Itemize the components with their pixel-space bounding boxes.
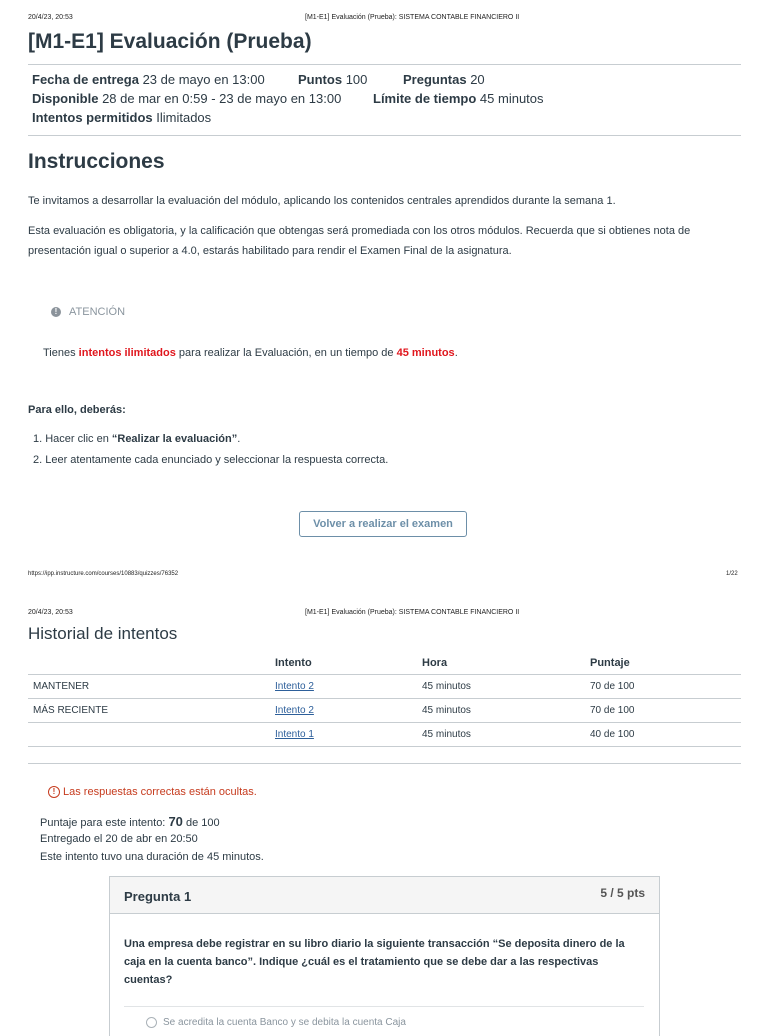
score-line [40,814,220,829]
answer-option-label: Se acredita la cuenta Banco y se debita la cuenta Caja [163,1017,406,1028]
table-row [28,675,741,699]
attempts-table [28,652,741,747]
historial-title: Historial de intentos [28,624,178,643]
atencion-label: ATENCIÓN [69,306,126,318]
meta-disponible [32,91,341,106]
para-ello: Para ello, deberás: [28,404,126,416]
meta-limite-label: Límite de tiempo [373,91,477,106]
info-icon: ! [51,307,61,317]
atencion-notice [51,306,125,318]
step-1-bold: “Realizar la evaluación” [111,433,238,445]
print-page-number: 1/22 [726,571,738,577]
tienes-mid: para realizar la Evaluación, en un tiempo de [175,347,397,359]
meta-preguntas-value: 20 [470,72,485,87]
instructions-p2b: presentación igual o superior a 4.0, estarás habilitado para rendir el Examen Final de la asignatura. [28,245,512,257]
question-text: Una empresa debe registrar en su libro diario la siguiente transacción “Se deposita dinero de la caja en la cuenta banco”. Indique ¿cuál es el tratamiento que se debe dar a las respectivas cuentas? [124,938,625,986]
retake-exam-button[interactable]: Volver a realizar el examen [299,511,467,537]
meta-intentos [32,110,211,125]
print-doc-title: [M1-E1] Evaluación (Prueba): SISTEMA CONTABLE FINANCIERO II [305,14,520,21]
tienes-pre: Tienes [43,347,79,359]
table-header: Hora [422,652,590,675]
tienes-end: . [454,347,458,359]
page-title: [M1-E1] Evaluación (Prueba) [28,30,312,53]
attempt-link[interactable]: Intento 1 [275,729,314,740]
submitted-line: Entregado el 20 de abr en 20:50 [40,833,198,845]
step-1 [33,429,753,450]
question-points: 5 / 5 pts [600,886,645,900]
question-title: Pregunta 1 [124,889,192,904]
row-label: MÁS RECIENTE [28,699,275,723]
meta-intentos-label: Intentos permitidos [32,110,153,125]
table-row [28,699,741,723]
instructions-heading: Instrucciones [28,150,165,173]
step-2: 2. Leer atentamente cada enunciado y seleccionar la respuesta correcta. [33,454,389,466]
hidden-answers-warning [48,786,257,798]
meta-preguntas [403,72,485,87]
table-header: Intento [275,652,422,675]
meta-fecha [32,72,265,87]
table-header-row [28,652,741,675]
divider [28,763,741,764]
score-value: 70 [168,814,183,829]
row-puntaje: 70 de 100 [590,675,741,699]
meta-intentos-value: Ilimitados [156,110,212,125]
divider [28,64,741,65]
meta-fecha-label: Fecha de entrega [32,72,139,87]
meta-fecha-value: 23 de mayo en 13:00 [142,72,265,87]
row-label: MANTENER [28,675,275,699]
attempt-link[interactable]: Intento 2 [275,705,314,716]
tienes-text [43,343,763,364]
answer-option[interactable] [146,1017,406,1028]
step-1-pre: 1. Hacer clic en [33,433,112,445]
meta-limite-value: 45 minutos [479,91,544,106]
divider [28,135,741,136]
print-doc-title: [M1-E1] Evaluación (Prueba): SISTEMA CONTABLE FINANCIERO II [305,609,520,616]
meta-disponible-label: Disponible [32,91,99,106]
meta-puntos-value: 100 [345,72,368,87]
score-end: de 100 [182,817,220,829]
instructions-p2a: Esta evaluación es obligatoria, y la calificación que obtengas será promediada con los otros módulos. Recuerda que si obtienes nota de [28,225,691,237]
question-card [109,876,660,1036]
meta-puntos-label: Puntos [298,72,343,87]
print-datetime: 20/4/23, 20:53 [28,609,73,616]
warning-text: Las respuestas correctas están ocultas. [63,786,257,798]
table-header [28,652,275,675]
question-header [110,877,659,914]
row-hora: 45 minutos [422,675,590,699]
attempt-link[interactable]: Intento 2 [275,681,314,692]
row-label [28,723,275,747]
meta-puntos [298,72,367,87]
score-pre: Puntaje para este intento: [40,817,169,829]
duration-line: Este intento tuvo una duración de 45 minutos. [40,851,264,863]
row-hora: 45 minutos [422,699,590,723]
tienes-highlight-intentos: intentos ilimitados [78,347,176,359]
table-row [28,723,741,747]
warning-icon: ! [48,786,60,798]
row-hora: 45 minutos [422,723,590,747]
instructions-p1: Te invitamos a desarrollar la evaluación del módulo, aplicando los contenidos centrales aprendidos durante la semana 1. [28,195,616,207]
divider [124,1006,644,1007]
meta-limite [373,91,544,106]
row-puntaje: 40 de 100 [590,723,741,747]
radio-icon[interactable] [146,1017,157,1028]
meta-preguntas-label: Preguntas [403,72,467,87]
print-datetime: 20/4/23, 20:53 [28,14,73,21]
step-1-end: . [237,433,241,445]
tienes-highlight-minutos: 45 minutos [396,347,455,359]
row-puntaje: 70 de 100 [590,699,741,723]
table-header: Puntaje [590,652,741,675]
print-url: https://ipp.instructure.com/courses/10883/quizzes/76352 [28,571,179,577]
meta-disponible-value: 28 de mar en 0:59 - 23 de mayo en 13:00 [102,91,342,106]
